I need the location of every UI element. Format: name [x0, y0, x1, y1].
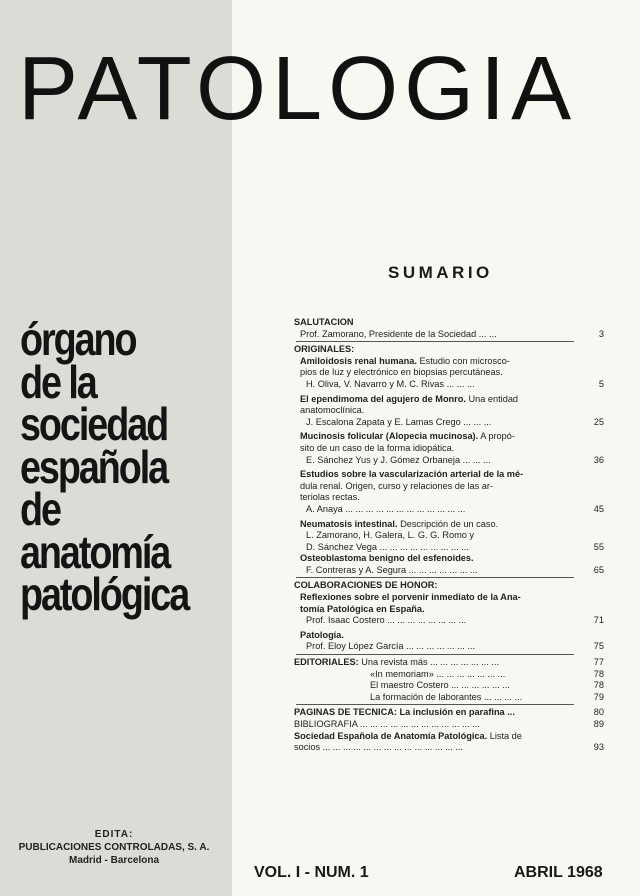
page-number: 25: [593, 416, 604, 427]
page-number: 36: [593, 454, 604, 465]
divider: [296, 577, 574, 578]
organ-line: española: [20, 440, 168, 493]
toc-entry: [294, 417, 604, 429]
organ-line: de la: [20, 355, 96, 408]
toc-text: anatomoclínica.: [300, 405, 365, 416]
toc-entry: [294, 565, 604, 577]
toc-entry: [294, 680, 604, 692]
toc-text: pios de luz y electrónico en biopsias percutáneas.: [300, 367, 503, 378]
article-subtitle: Una entidad: [468, 393, 519, 404]
toc-text: teriolas rectas.: [300, 492, 360, 503]
toc-text: Prof. Zamorano, Presidente de la Sociedad ... ...: [300, 328, 497, 339]
organ-line: anatomía: [20, 525, 170, 578]
toc-entry: [294, 519, 604, 531]
toc-entry: [294, 641, 604, 653]
toc-entry: [294, 719, 604, 731]
article-title: El ependimoma del agujero de Monro.: [300, 393, 466, 404]
article-authors: F. Contreras y A. Segura ... ... ... ... ... ... ...: [306, 564, 478, 575]
society-description: [20, 313, 225, 620]
article-authors: D. Sánchez Vega ... ... ... ... ... ... ... ... ...: [306, 541, 469, 552]
toc-text: L. Zamorano, H. Galera, L. G. G. Romo y: [306, 530, 474, 541]
divider: [296, 704, 574, 705]
page-number: 77: [593, 657, 604, 668]
article-title: Reflexiones sobre el porvenir inmediato de la Ana-: [300, 592, 521, 603]
organ-line: sociedad: [20, 398, 168, 450]
toc-entry: [294, 615, 604, 627]
toc-entry: [294, 692, 604, 704]
section-heading: PAGINAS DE TECNICA:: [294, 707, 397, 718]
article-title: Neumatosis intestinal.: [300, 518, 398, 529]
page-number: 89: [593, 719, 604, 729]
toc-entry: [294, 669, 604, 681]
page-number: 55: [593, 541, 604, 552]
toc-text: socios ... ... ... ... ... ... ... ... ... ... ... ... ... ...: [294, 742, 463, 753]
divider: [296, 341, 574, 342]
toc-entry: [294, 731, 604, 743]
toc-entry: [294, 356, 604, 368]
organ-line: de: [20, 483, 60, 535]
page-number: 45: [593, 503, 604, 514]
issue-date: ABRIL 1968: [514, 864, 603, 881]
toc-text: Una revista más ... ... ... ... ... ... ...: [361, 657, 500, 668]
article-authors: Prof. Isaac Costero ... ... ... ... ... ... ... ...: [306, 615, 467, 626]
organ-line: patológica: [20, 568, 189, 620]
toc-text: «In memoriam» ... ... ... ... ... ... ...: [370, 668, 506, 679]
issue-number: VOL. I - NUM. 1: [254, 864, 369, 881]
article-authors: E. Sánchez Yus y J. Gómez Orbaneja ... ... ...: [306, 454, 491, 465]
page-number: 78: [593, 668, 604, 679]
toc-entry: [294, 542, 604, 554]
section-heading: EDITORIALES:: [294, 657, 359, 668]
page-number: 75: [593, 641, 604, 652]
toc-entry: [294, 455, 604, 467]
page-number: 80: [593, 707, 604, 718]
toc-entry: [294, 379, 604, 391]
page-number: 65: [593, 564, 604, 575]
toc-entry: [294, 329, 604, 341]
organ-line: órgano: [20, 313, 136, 365]
section-heading: COLABORACIONES DE HONOR:: [294, 580, 438, 591]
article-subtitle: A propó-: [480, 431, 515, 442]
toc-text: BIBLIOGRAFIA ... ... ... ... ... ... ... ... ... ... ... ...: [294, 719, 480, 729]
article-title: Amiloidosis renal humana.: [300, 355, 417, 366]
article-title: Osteoblastoma benigno del esfenoides.: [300, 553, 474, 564]
toc-text: El maestro Costero ... ... ... ... ... ...: [370, 680, 510, 691]
article-title: Mucinosis folicular (Alopecia mucinosa).: [300, 431, 479, 442]
divider: [296, 654, 574, 655]
toc-text: sito de un caso de la forma idiopática.: [300, 442, 455, 453]
toc-entry: [294, 707, 604, 719]
article-title: tomía Patológica en España.: [300, 603, 425, 614]
publisher-block: [0, 828, 228, 867]
publisher-label: EDITA:: [94, 829, 134, 840]
toc-entry: [294, 431, 604, 443]
page-number: 3: [598, 328, 604, 339]
article-authors: Prof. Eloy López García ... ... ... ... ... ... ...: [306, 641, 476, 652]
page-number: 5: [598, 378, 604, 389]
publisher-name: PUBLICACIONES CONTROLADAS, S. A.: [18, 842, 210, 853]
toc-entry: [294, 394, 604, 406]
article-title: Sociedad Española de Anatomía Patológica.: [294, 730, 488, 741]
page-number: 93: [593, 742, 604, 753]
toc-text: Lista de: [489, 730, 522, 741]
page-number: 79: [593, 691, 604, 702]
article-title: Estudios sobre la vascularización arterial de la mé-: [300, 469, 524, 480]
toc-entry: [294, 657, 604, 669]
page-number: 78: [593, 680, 604, 691]
article-title: Patología.: [300, 629, 344, 640]
article-subtitle: Descripción de un caso.: [400, 518, 499, 529]
page-number: 71: [593, 615, 604, 626]
section-heading: ORIGINALES:: [294, 344, 355, 355]
section-heading: SALUTACION: [294, 317, 354, 327]
toc-text: dula renal. Origen, curso y relaciones de las ar-: [300, 480, 494, 491]
article-authors: J. Escalona Zapata y E. Lamas Crego ... ... ...: [306, 416, 492, 427]
article-subtitle: Estudio con microsco-: [419, 355, 510, 366]
masthead-title: PATOLOGIA: [18, 39, 578, 139]
article-authors: H. Oliva, V. Navarro y M. C. Rivas ... ... ...: [306, 378, 475, 389]
toc-text: La inclusión en parafina ...: [399, 707, 515, 718]
toc-entry: [294, 504, 604, 516]
summary-title: SUMARIO: [388, 263, 493, 282]
article-authors: A. Anaya ... ... ... ... ... ... ... ... ... ... ... ...: [306, 503, 466, 514]
publisher-city: Madrid - Barcelona: [68, 855, 160, 866]
toc-text: La formación de laborantes ... ... ... ...: [370, 691, 523, 702]
table-of-contents: [294, 317, 604, 754]
toc-entry: [294, 742, 604, 754]
